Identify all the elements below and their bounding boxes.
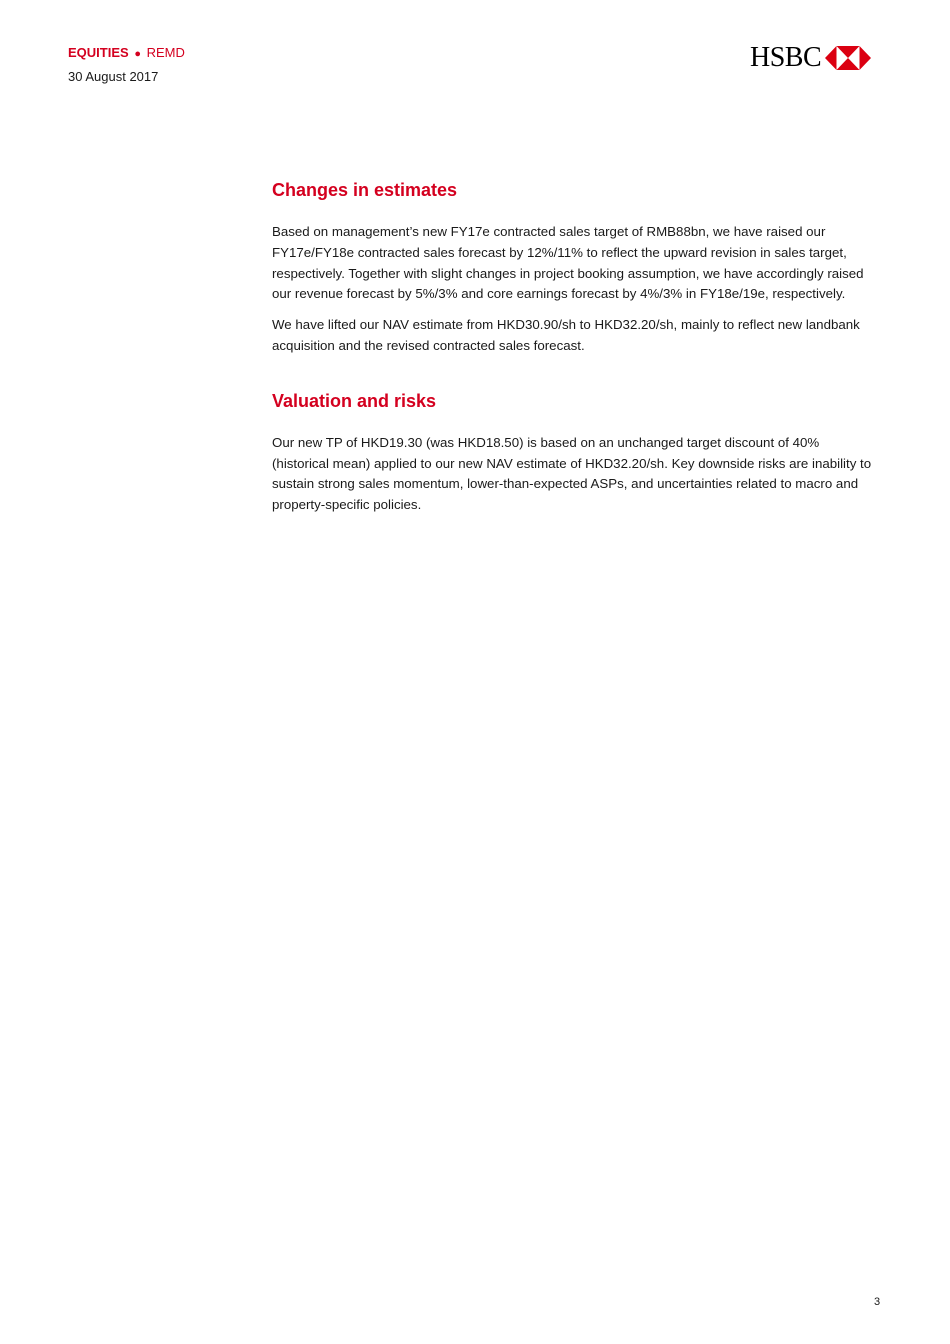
changes-paragraph-2: We have lifted our NAV estimate from HKD30.90/sh to HKD32.20/sh, mainly to reflect new landbank acquisition and the revised contracted sales forecast. xyxy=(272,317,860,353)
heading-valuation-and-risks: Valuation and risks xyxy=(272,390,437,411)
changes-paragraph-1: Based on management’s new FY17e contracted sales target of RMB88bn, we have raised our FY17e/FY18e contracted sales forecast by 12%/11% to reflect the upward revision in sales target, respectively. Together with slight changes in project booking assumption, we have accordingly raised our revenue forecast by 5%/3% and core earnings forecast by 4%/3% in FY18e/19e, respectively. xyxy=(272,224,864,302)
hsbc-logo xyxy=(750,42,871,74)
hsbc-hexagon-icon xyxy=(825,46,871,70)
logo-text: HSBC xyxy=(750,42,822,73)
report-body xyxy=(272,178,878,516)
report-category xyxy=(68,44,185,63)
heading-changes-in-estimates: Changes in estimates xyxy=(272,180,458,200)
valuation-paragraph-1: Our new TP of HKD19.30 (was HKD18.50) is based on an unchanged target discount of 40% (historical mean) applied to our new NAV estimate of HKD32.20/sh. Key downside risks are inability to sustain strong sales momentum, lower-than-expected ASPs, and uncertainties related to macro and property-specific policies. xyxy=(272,434,872,513)
subsector-label: REMD xyxy=(146,45,185,60)
report-header xyxy=(68,44,185,85)
bullet-separator: ● xyxy=(134,48,141,60)
page-number: 3 xyxy=(874,1296,881,1308)
report-date: 30 August 2017 xyxy=(68,69,159,84)
sector-label: EQUITIES xyxy=(68,45,129,60)
